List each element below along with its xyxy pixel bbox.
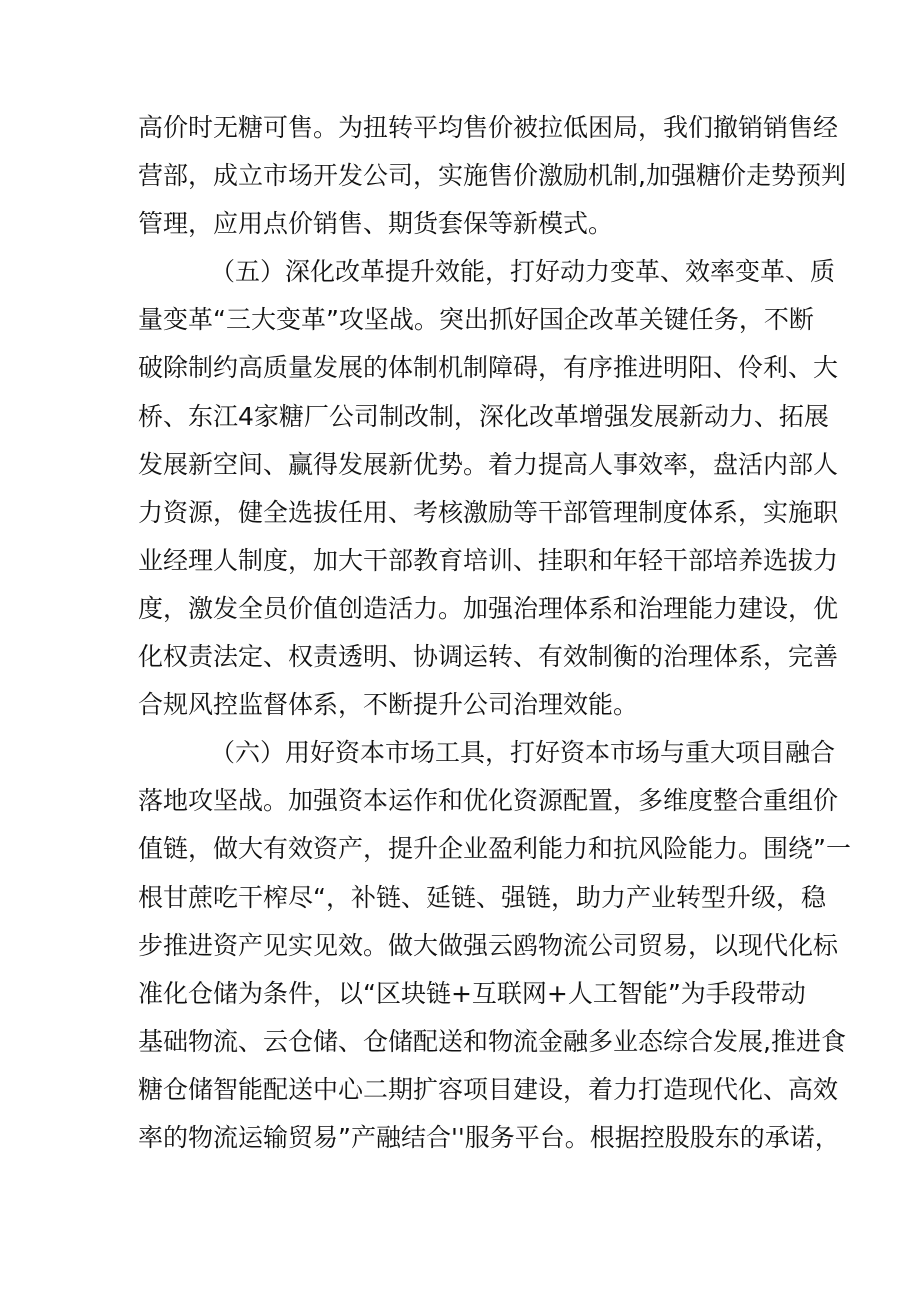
text-line: 基础物流、云仓储、仓储配送和物流金融多业态综合发展,推进食: [138, 1026, 846, 1056]
text-line: 落地攻坚战。加强资本运作和优化资源配置，多维度整合重组价: [138, 786, 839, 816]
text-line: 率的物流运输贸易”产融结合''服务平台。根据控股股东的承诺，: [138, 1122, 840, 1152]
text-line: 合规风控监督体系，不断提升公司治理效能。: [138, 690, 639, 720]
paragraph-heading-line: （五）深化改革提升效能，打好动力变革、效率变革、质: [210, 257, 836, 287]
text-line: 量变革“三大变革”攻坚战。突出抓好国企改革关键任务，不断: [138, 305, 814, 335]
text-line: 破除制约高质量发展的体制机制障碍，有序推进明阳、伶利、大: [138, 353, 839, 383]
text-line: 力资源，健全选拔任用、考核激励等干部管理制度体系，实施职: [138, 497, 839, 527]
text-line: 度，激发全员价值创造活力。加强治理体系和治理能力建设，优: [138, 593, 839, 623]
text-line: 管理，应用点价销售、期货套保等新模式。: [138, 209, 614, 239]
text-line: 步推进资产见实见效。做大做强云鸥物流公司贸易，以现代化标: [138, 930, 839, 960]
paragraph-heading-line: （六）用好资本市场工具，打好资本市场与重大项目融合: [210, 738, 836, 768]
text-line: 化权责法定、权责透明、协调运转、有效制衡的治理体系，完善: [138, 642, 839, 672]
text-line: 根甘蔗吃干榨尽“，补链、延链、强链，助力产业转型升级，稳: [138, 882, 826, 912]
text-line: 桥、东江4家糖厂公司制改制，深化改革增强发展新动力、拓展: [138, 401, 829, 431]
text-line: 糖仓储智能配送中心二期扩容项目建设，着力打造现代化、高效: [138, 1074, 839, 1104]
body-text: [138, 104, 851, 1162]
text-line: 业经理人制度，加大干部教育培训、挂职和年轻干部培养选拔力: [138, 545, 839, 575]
text-line: 发展新空间、赢得发展新优势。着力提高人事效率，盘活内部人: [138, 449, 839, 479]
text-line: 高价时无糖可售。为扭转平均售价被拉低困局，我们撤销销售经: [138, 113, 839, 142]
text-line: 准化仓储为条件，以“区块链+互联网+人工智能”为手段带动: [138, 978, 806, 1008]
text-line: 值链，做大有效资产，提升企业盈利能力和抗风险能力。围绕”一: [138, 834, 851, 864]
text-line: 营部，成立市场开发公司，实施售价激励机制,加强糖价走势预判: [138, 161, 846, 191]
